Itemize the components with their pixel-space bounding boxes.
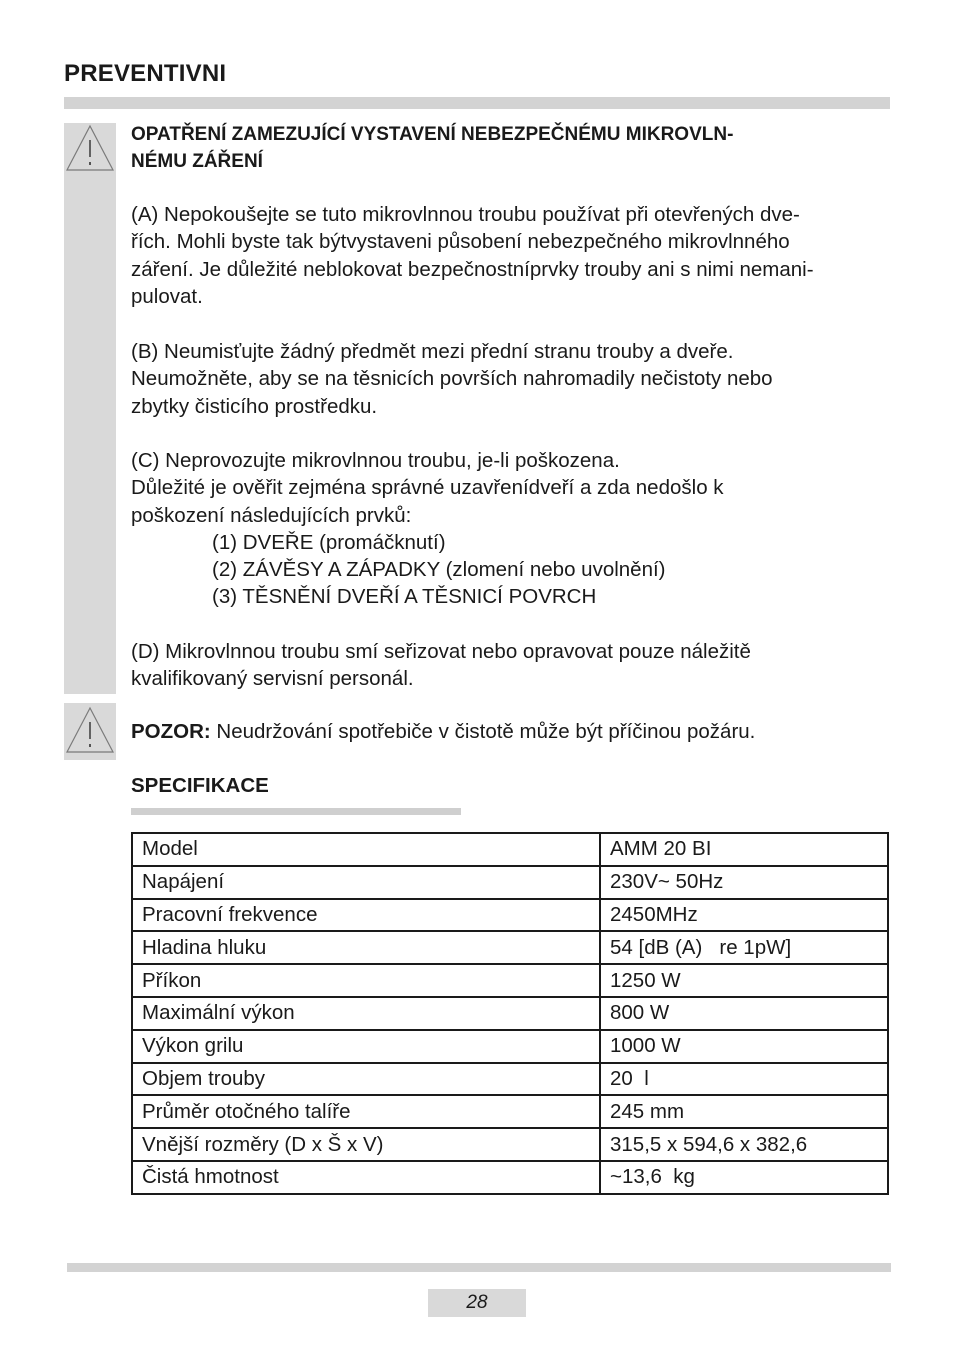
bottom-divider — [67, 1263, 891, 1272]
text-line: pulovat. — [131, 284, 203, 308]
spec-label: Příkon — [132, 964, 600, 997]
warning-sidebar — [64, 123, 116, 694]
paragraph-a — [131, 201, 901, 310]
spec-label: Napájení — [132, 866, 600, 899]
section-heading-line: NÉMU ZÁŘENÍ — [131, 151, 263, 172]
table-row — [132, 1095, 888, 1128]
spec-label: Maximální výkon — [132, 997, 600, 1030]
spec-value: 2450MHz — [600, 899, 888, 932]
caution-text: Neudržování spotřebiče v čistotě může být příčinou požáru. — [210, 720, 756, 743]
spec-title: SPECIFIKACE — [131, 774, 269, 797]
paragraph-c — [131, 447, 901, 611]
table-row — [132, 1161, 888, 1194]
text-line: (B) Neumisťujte žádný předmět mezi přední stranu trouby a dveře. — [131, 340, 734, 363]
spec-label: Vnější rozměry (D x Š x V) — [132, 1128, 600, 1161]
spec-table — [131, 832, 889, 1195]
text-line: kvalifikovaný servisní personál. — [131, 667, 414, 691]
spec-value: 800 W — [600, 997, 888, 1030]
spec-value: 245 mm — [600, 1095, 888, 1128]
text-line: (C) Neprovozujte mikrovlnnou troubu, je-li poškozena. — [131, 449, 620, 472]
spec-label: Výkon grilu — [132, 1030, 600, 1063]
paragraph-d — [131, 638, 901, 693]
list-item: (1) DVEŘE (promáčknutí) — [212, 530, 446, 554]
spec-title-underline — [131, 808, 461, 815]
table-row — [132, 1128, 888, 1161]
text-line: (D) Mikrovlnnou troubu smí seřizovat nebo opravovat pouze náležitě — [131, 640, 751, 663]
spec-value: 1250 W — [600, 964, 888, 997]
table-row — [132, 931, 888, 964]
text-line: řích. Mohli byste tak býtvystaveni působení nebezpečného mikrovlnného — [131, 230, 790, 254]
list-item: (2) ZÁVĚSY A ZÁPADKY (zlomení nebo uvolnění) — [212, 558, 666, 582]
spec-value: 54 [dB (A) re 1pW] — [600, 931, 888, 964]
text-line: Neumožněte, aby se na těsnicích površích nahromadily nečistoty nebo — [131, 367, 773, 391]
spec-label: Hladina hluku — [132, 931, 600, 964]
section-heading-line: OPATŘENÍ ZAMEZUJÍCÍ VYSTAVENÍ NEBEZPEČNÉMU MIKROVLN- — [131, 124, 734, 145]
caution-note — [131, 718, 755, 745]
warning-triangle-icon — [65, 124, 115, 172]
spec-value: 230V~ 50Hz — [600, 866, 888, 899]
table-row — [132, 1063, 888, 1096]
table-row — [132, 866, 888, 899]
table-row — [132, 997, 888, 1030]
text-line: Důležité je ověřit zejména správné uzavřenídveří a zda nedošlo k — [131, 476, 724, 500]
text-line: záření. Je důležité neblokovat bezpečnostníprvky trouby ani s nimi nemani- — [131, 257, 814, 281]
page-number: 28 — [428, 1289, 526, 1317]
spec-label: Model — [132, 833, 600, 866]
spec-label: Čistá hmotnost — [132, 1161, 600, 1194]
warning-triangle-icon — [65, 706, 115, 754]
text-line: poškození následujících prvků: — [131, 503, 412, 527]
spec-label: Průměr otočného talíře — [132, 1095, 600, 1128]
spec-value: 20 l — [600, 1063, 888, 1096]
text-line: zbytky čisticího prostředku. — [131, 394, 378, 418]
spec-value: 1000 W — [600, 1030, 888, 1063]
text-line: (A) Nepokoušejte se tuto mikrovlnnou troubu používat při otevřených dve- — [131, 203, 800, 226]
spec-value: AMM 20 BI — [600, 833, 888, 866]
section-heading — [131, 121, 871, 175]
spec-value: ~13,6 kg — [600, 1161, 888, 1194]
spec-label: Pracovní frekvence — [132, 899, 600, 932]
caution-label: POZOR: — [131, 720, 211, 743]
page-title: PREVENTIVNI — [64, 60, 227, 87]
table-row — [132, 1030, 888, 1063]
paragraph-b — [131, 338, 901, 420]
list-item: (3) TĚSNĚNÍ DVEŘÍ A TĚSNICÍ POVRCH — [212, 585, 597, 609]
top-divider — [64, 97, 890, 109]
table-row — [132, 899, 888, 932]
table-row — [132, 964, 888, 997]
spec-label: Objem trouby — [132, 1063, 600, 1096]
spec-value: 315,5 x 594,6 x 382,6 — [600, 1128, 888, 1161]
table-row — [132, 833, 888, 866]
